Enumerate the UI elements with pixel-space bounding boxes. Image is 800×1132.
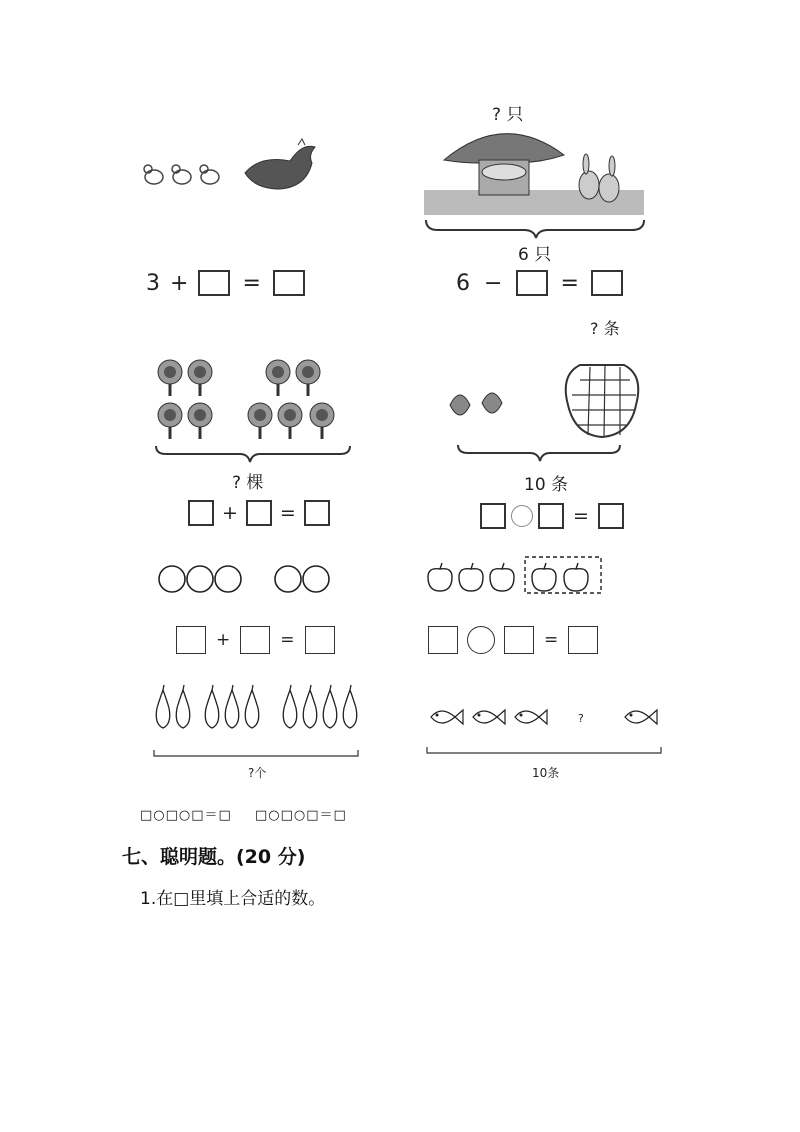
apple-icon [428,563,588,591]
fish-row-figure [425,695,665,765]
equation-panel-2 [456,270,623,296]
fish-jar-figure [440,335,650,465]
answer-box[interactable] [198,270,230,296]
equation-row5-left [176,626,335,654]
pears-figure [150,682,365,764]
equation-panel-4 [480,503,624,529]
equation-number: 6 [456,270,470,296]
circle-icon [159,566,329,592]
equals-sign: = [573,505,589,527]
answer-box[interactable] [304,500,330,526]
apples-figure [422,555,607,597]
answer-box[interactable] [591,270,623,296]
total-label: 10 条 [524,475,569,495]
answer-box[interactable] [305,626,335,654]
total-label: 10条 [532,766,560,780]
chicks-hen-figure [130,125,330,205]
answer-box[interactable] [516,270,548,296]
mushroom-house-icon [444,134,564,195]
sunflowers-figure [150,350,360,465]
answer-box[interactable] [428,626,458,654]
total-label: 6 只 [518,245,552,265]
answer-box[interactable] [504,626,534,654]
answer-box[interactable] [188,500,214,526]
small-equation-right: □○□○□＝□ [255,808,347,823]
brace-icon [426,220,644,238]
dashed-selection-box [525,557,601,593]
equals-sign: = [560,270,579,296]
answer-box[interactable] [598,503,624,529]
equals-sign: = [544,630,559,650]
plus-sign: + [222,502,238,524]
circles-figure [155,563,335,595]
unknown-mark: ? [578,712,584,725]
question-label: ?个 [248,766,267,780]
jar-icon [566,365,639,437]
small-equation-left: □○□○□＝□ [140,808,232,823]
question-1: 1.在□里填上合适的数。 [140,889,326,909]
question-label: ? 棵 [232,473,264,493]
question-label: ? 条 [590,319,620,338]
brace-icon [458,445,620,461]
question-label: ? 只 [492,105,524,125]
equals-sign: = [280,630,295,650]
equation-panel-1 [146,270,305,296]
minus-sign: − [484,270,503,296]
answer-box[interactable] [240,626,270,654]
chick-icon [144,165,219,184]
equals-sign: = [242,270,261,296]
equals-sign: = [279,502,296,524]
equation-number: 3 [146,270,160,296]
answer-box[interactable] [176,626,206,654]
section-heading: 七、聪明题。(20 分) [122,846,306,868]
answer-box[interactable] [568,626,598,654]
pear-icon [156,685,357,728]
plus-sign: + [216,630,231,650]
operator-circle[interactable] [467,626,495,654]
plus-sign: + [170,270,189,296]
hen-icon [245,139,315,189]
brace-icon [427,747,661,753]
brace-icon [154,750,358,756]
fish-icon [431,710,657,724]
equation-row5-right [428,626,598,654]
equation-panel-3 [188,500,330,526]
operator-circle[interactable] [511,505,533,527]
sunflower-icon [158,360,334,439]
answer-box[interactable] [273,270,305,296]
mushroom-rabbits-figure [424,120,648,260]
fish-icon [450,393,502,415]
answer-box[interactable] [480,503,506,529]
answer-box[interactable] [538,503,564,529]
answer-box[interactable] [246,500,272,526]
brace-icon [156,446,350,462]
